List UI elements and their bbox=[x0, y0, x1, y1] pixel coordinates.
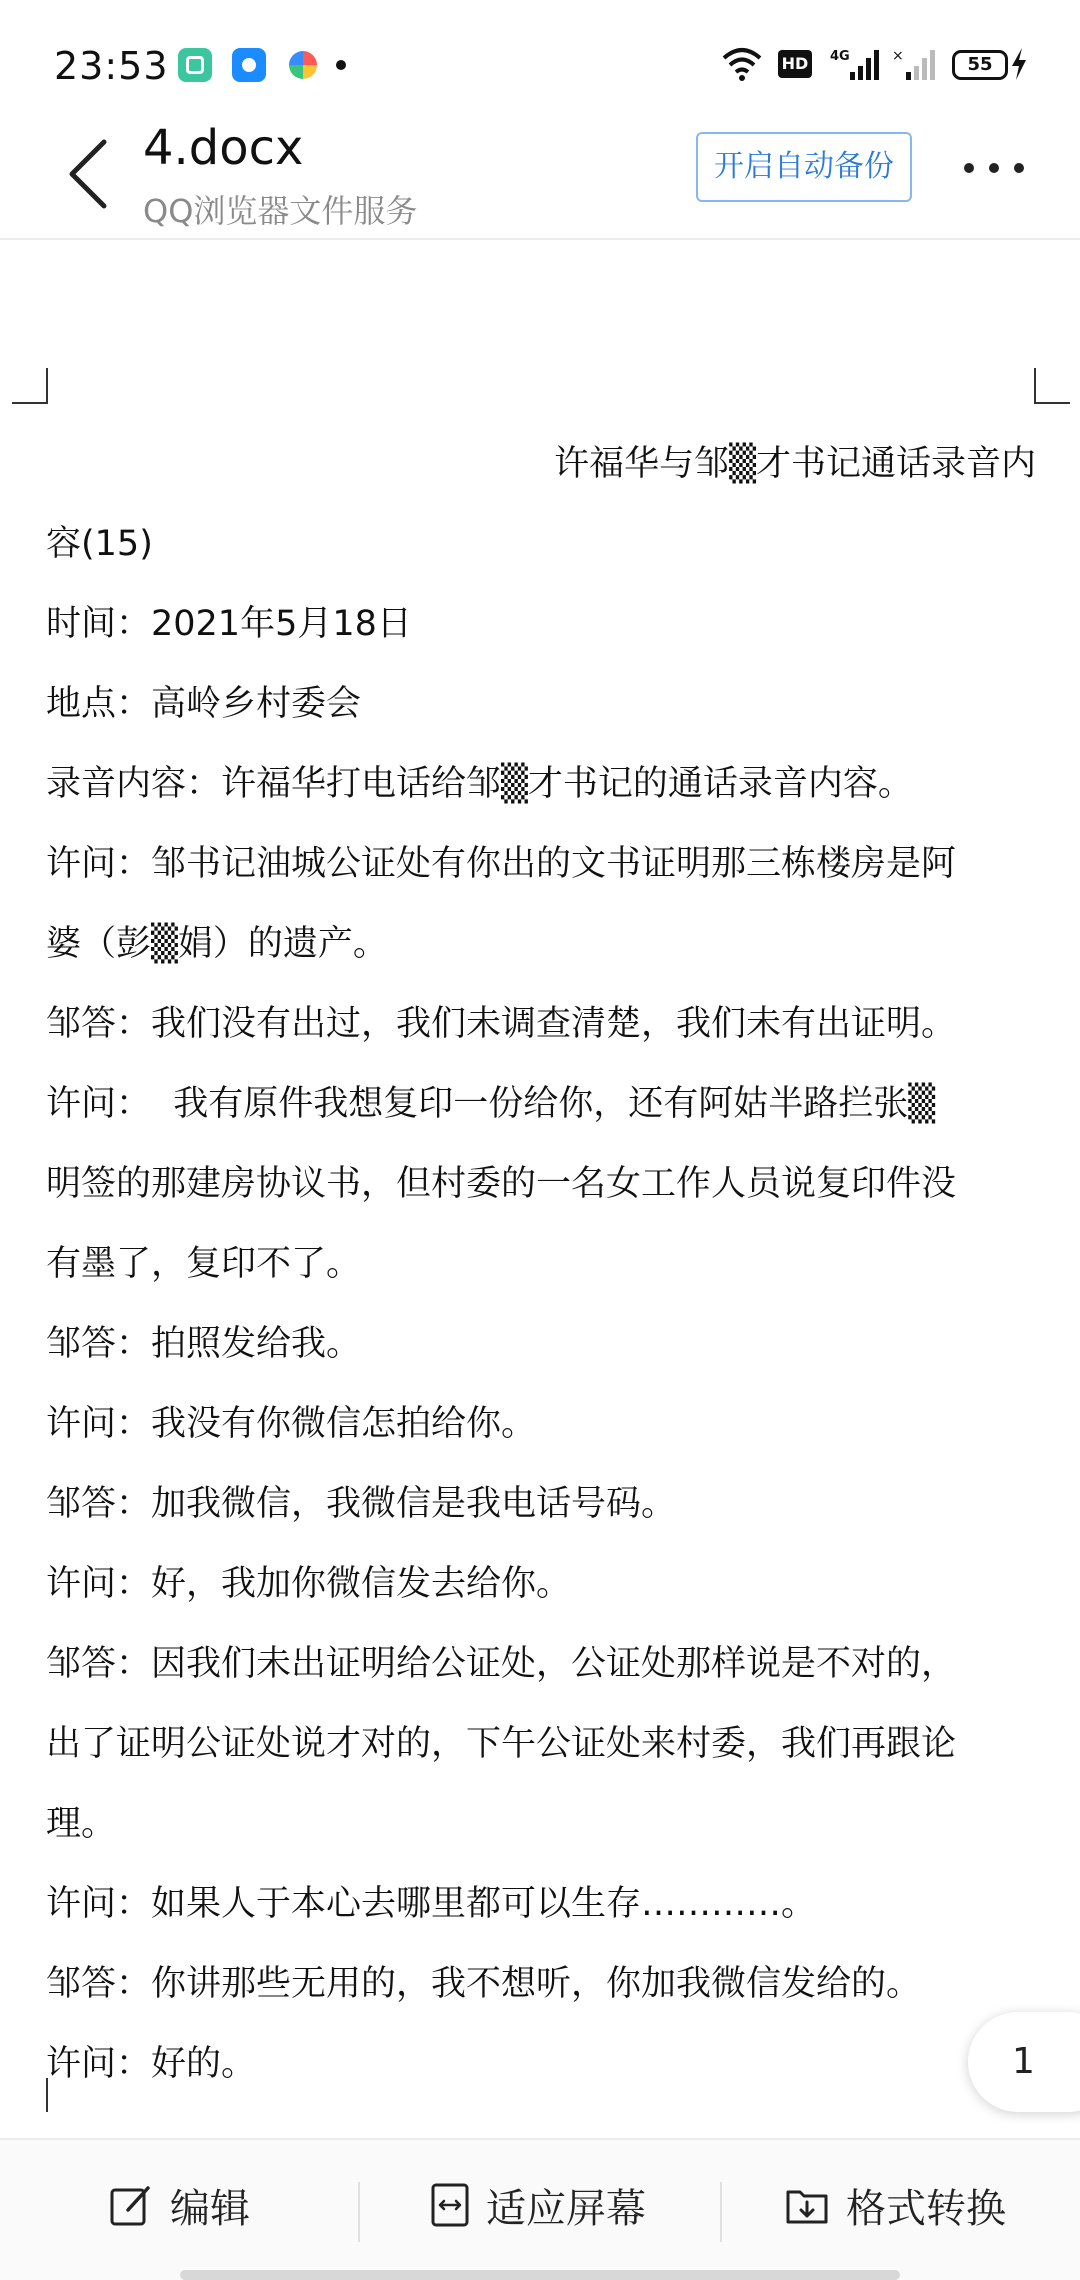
toolbar-divider bbox=[720, 2182, 722, 2242]
charging-icon bbox=[1010, 46, 1028, 82]
more-dot-icon bbox=[1014, 163, 1024, 173]
page-number-indicator[interactable]: 1 bbox=[968, 2012, 1080, 2112]
doc-line: 邹答：我们没有出过，我们未调查清楚，我们未有出证明。 bbox=[46, 1004, 957, 1044]
app-header bbox=[0, 110, 1080, 240]
more-dot-icon bbox=[964, 163, 974, 173]
format-convert-icon bbox=[784, 2182, 830, 2228]
more-options-button[interactable] bbox=[964, 156, 1024, 180]
back-button[interactable] bbox=[60, 134, 120, 214]
format-convert-label: 格式转换 bbox=[846, 2185, 1006, 2232]
doc-line: 许问： 我有原件我想复印一份给你，还有阿姑半路拦张▒ bbox=[46, 1084, 936, 1124]
battery-icon: 55 bbox=[952, 50, 1008, 80]
page-corner-mark bbox=[12, 368, 48, 404]
doc-line: 录音内容：许福华打电话给邹▒才书记的通话录音内容。 bbox=[46, 764, 913, 804]
svg-text:×: × bbox=[892, 48, 904, 64]
file-source: QQ浏览器文件服务 bbox=[143, 192, 418, 230]
doc-line: 许问：好，我加你微信发去给你。 bbox=[46, 1564, 572, 1604]
doc-line: 许问：好的。 bbox=[46, 2044, 257, 2084]
doc-line: 时间：2021年5月18日 bbox=[46, 604, 412, 644]
document-title-continued: 容(15) bbox=[46, 524, 153, 564]
more-dot-icon bbox=[989, 163, 999, 173]
toolbar-divider bbox=[358, 2182, 360, 2242]
doc-line: 出了证明公证处说才对的，下午公证处来村委，我们再跟论 bbox=[46, 1724, 957, 1764]
fit-screen-button[interactable] bbox=[430, 2170, 646, 2240]
fit-screen-icon bbox=[430, 2182, 470, 2228]
edit-icon bbox=[108, 2182, 154, 2228]
page-corner-mark bbox=[1034, 368, 1070, 404]
wifi-icon bbox=[722, 46, 762, 82]
doc-line: 理。 bbox=[46, 1804, 117, 1844]
app-blue-icon bbox=[232, 48, 266, 82]
hd-icon: HD bbox=[778, 50, 812, 78]
page-corner-mark bbox=[12, 2078, 48, 2112]
doc-line: 邹答：你讲那些无用的，我不想听，你加我微信发给的。 bbox=[46, 1964, 922, 2004]
fit-screen-label: 适应屏幕 bbox=[486, 2185, 646, 2232]
doc-line: 地点：高岭乡村委会 bbox=[46, 684, 362, 724]
app-pinwheel-icon bbox=[286, 48, 320, 82]
doc-line: 婆（彭▒娟）的遗产。 bbox=[46, 924, 388, 964]
format-convert-button[interactable] bbox=[784, 2170, 1006, 2240]
doc-line: 邹答：拍照发给我。 bbox=[46, 1324, 362, 1364]
doc-line: 邹答：因我们未出证明给公证处，公证处那样说是不对的， bbox=[46, 1644, 957, 1684]
gesture-navigation-bar[interactable] bbox=[180, 2270, 900, 2280]
doc-line: 明签的那建房协议书，但村委的一名女工作人员说复印件没 bbox=[46, 1164, 957, 1204]
doc-line: 邹答：加我微信，我微信是我电话号码。 bbox=[46, 1484, 677, 1524]
auto-backup-button[interactable]: 开启自动备份 bbox=[696, 132, 912, 202]
edit-button[interactable] bbox=[108, 2170, 250, 2240]
doc-line: 许问：邹书记油城公证处有你出的文书证明那三栋楼房是阿 bbox=[46, 844, 957, 884]
bottom-toolbar bbox=[0, 2138, 1080, 2280]
document-content bbox=[46, 424, 1036, 2104]
back-arrow-icon bbox=[60, 134, 120, 214]
file-title: 4.docx bbox=[143, 120, 304, 176]
document-title: 许福华与邹▒才书记通话录音内 bbox=[554, 444, 1036, 484]
signal-weak-icon bbox=[892, 46, 938, 82]
status-time: 23:53 bbox=[54, 44, 169, 88]
svg-text:4G: 4G bbox=[830, 49, 850, 64]
document-view[interactable] bbox=[0, 240, 1080, 2130]
notification-dot-icon bbox=[336, 60, 346, 70]
doc-line: 许问：如果人于本心去哪里都可以生存…………。 bbox=[46, 1884, 817, 1924]
signal-icon bbox=[830, 46, 880, 82]
edit-label: 编辑 bbox=[170, 2185, 250, 2232]
app-green-icon bbox=[178, 48, 212, 82]
doc-line: 有墨了，复印不了。 bbox=[46, 1244, 362, 1284]
doc-line: 许问：我没有你微信怎拍给你。 bbox=[46, 1404, 537, 1444]
